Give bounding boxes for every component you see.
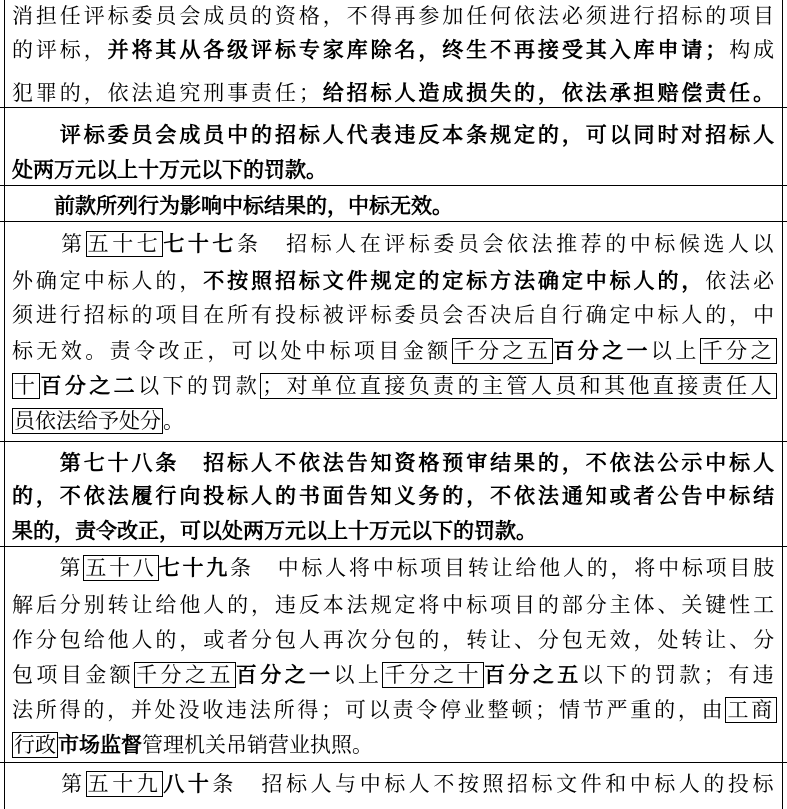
deleted-text-box: 工商 <box>727 698 775 722</box>
right-border-line <box>782 0 783 809</box>
text-line <box>12 38 777 64</box>
text-span: 条 招标人在评标委员会依法推荐的中标候选人以 <box>236 232 778 256</box>
section-divider <box>0 762 787 763</box>
text-line <box>12 484 777 510</box>
deleted-text-box: ；对单位直接负责的主管人员和其他直接责任人 <box>262 374 776 398</box>
text-line <box>12 158 327 184</box>
text-line <box>12 339 777 365</box>
text-line <box>12 593 777 619</box>
left-border-line <box>4 0 5 809</box>
text-line <box>12 772 777 798</box>
text-span: 犯罪的，依法追究刑事责任； <box>12 81 323 105</box>
inserted-bold-text: 并将其从各级评标专家库除名，终生不再接受其入库申请； <box>107 38 730 62</box>
text-span: 条 招标人与中标人不按照招标文件和中标人的投标 <box>212 772 778 796</box>
text-line <box>12 4 777 30</box>
text-span: 第 <box>12 556 84 580</box>
text-span: 以下的罚款；有违 <box>581 663 778 687</box>
text-line <box>12 81 777 107</box>
inserted-bold-text: 七十七 <box>163 232 237 256</box>
text-span: 管理机关吊销营业执照。 <box>142 733 373 757</box>
text-line <box>12 269 777 295</box>
text-span: 以下的罚款 <box>138 374 261 398</box>
text-line <box>12 556 777 582</box>
inserted-bold-text: 百分之一 <box>553 339 651 363</box>
text-line <box>12 663 777 689</box>
text-span: 的评标， <box>12 38 108 62</box>
deleted-text-box: 行政 <box>14 733 56 757</box>
text-line <box>12 409 184 435</box>
text-line <box>12 194 453 220</box>
text-span: 以上 <box>650 339 700 363</box>
inserted-bold-text: 评标委员会成员中的招标人代表违反本条规定的，可以同时对招标人 <box>12 123 777 147</box>
text-span: 包项目金额 <box>12 663 135 687</box>
inserted-bold-text: 前款所列行为影响中标结果的，中标无效。 <box>12 194 453 218</box>
text-line <box>12 374 777 400</box>
section-divider <box>0 221 787 222</box>
text-span: 。 <box>163 409 184 433</box>
deleted-text-box: 千分之五 <box>136 663 234 687</box>
inserted-bold-text: 果的，责令改正，可以处两万元以上十万元以下的罚款。 <box>12 519 537 543</box>
text-span: 法所得的，并处没收违法所得；可以责令停业整顿；情节严重的，由 <box>12 698 726 722</box>
inserted-bold-text: 不按照招标文件规定的定标方法确定中标人的， <box>203 269 706 293</box>
text-line <box>12 123 777 149</box>
inserted-bold-text: 市场监督 <box>58 733 142 757</box>
deleted-text-box: 十 <box>14 374 39 398</box>
inserted-bold-text: 百分之二 <box>40 374 139 398</box>
text-span: 第 <box>12 232 86 256</box>
text-line <box>12 733 373 759</box>
deleted-text-box: 五十七 <box>87 232 162 256</box>
inserted-bold-text: 七十九 <box>158 556 231 580</box>
text-line <box>12 519 537 545</box>
deleted-text-box: 千分之五 <box>453 339 552 363</box>
inserted-bold-text: 百分之一 <box>235 663 334 687</box>
deleted-text-box: 千分之十 <box>384 663 483 687</box>
deleted-text-box: 员依法给予处分 <box>14 409 161 433</box>
section-divider <box>0 107 787 108</box>
text-span: 第 <box>12 772 86 796</box>
text-span: 依法必 <box>705 269 777 293</box>
inserted-bold-text: 百分之五 <box>484 663 582 687</box>
text-span: 条 中标人将中标项目转让给他人的，将中标项目肢 <box>230 556 777 580</box>
text-span: 作分包给他人的，或者分包人再次分包的，转让、分包无效，处转让、分 <box>12 628 777 652</box>
text-line <box>12 232 777 258</box>
text-span: 以上 <box>333 663 383 687</box>
deleted-text-box: 千分之 <box>701 339 776 363</box>
text-span: 构成 <box>729 38 777 62</box>
text-line <box>12 698 777 724</box>
deleted-text-box: 五十八 <box>85 556 157 580</box>
inserted-bold-text: 处两万元以上十万元以下的罚款。 <box>12 158 327 182</box>
text-line <box>12 303 777 329</box>
inserted-bold-text: 给招标人造成损失的，依法承担赔偿责任。 <box>322 81 777 105</box>
text-line <box>12 451 777 477</box>
text-span: 标无效。责令改正，可以处中标项目金额 <box>12 339 452 363</box>
inserted-bold-text: 八十 <box>163 772 213 796</box>
inserted-bold-text: 的，不依法履行向投标人的书面告知义务的，不依法通知或者公告中标结 <box>12 484 777 508</box>
text-span: 解后分别转让给他人的，违反本法规定将中标项目的部分主体、关键性工 <box>12 593 777 617</box>
inserted-bold-text: 第七十八条 招标人不依法告知资格预审结果的，不依法公示中标人 <box>12 451 777 475</box>
section-divider <box>0 185 787 186</box>
section-divider <box>0 546 787 547</box>
section-divider <box>0 441 787 442</box>
deleted-text-box: 五十九 <box>87 772 162 796</box>
text-line <box>12 628 777 654</box>
text-span: 消担任评标委员会成员的资格，不得再参加任何依法必须进行招标的项目 <box>12 4 777 28</box>
text-span: 外确定中标人的， <box>12 269 204 293</box>
text-span: 须进行招标的项目在所有投标被评标委员会否决后自行确定中标人的，中 <box>12 303 777 327</box>
